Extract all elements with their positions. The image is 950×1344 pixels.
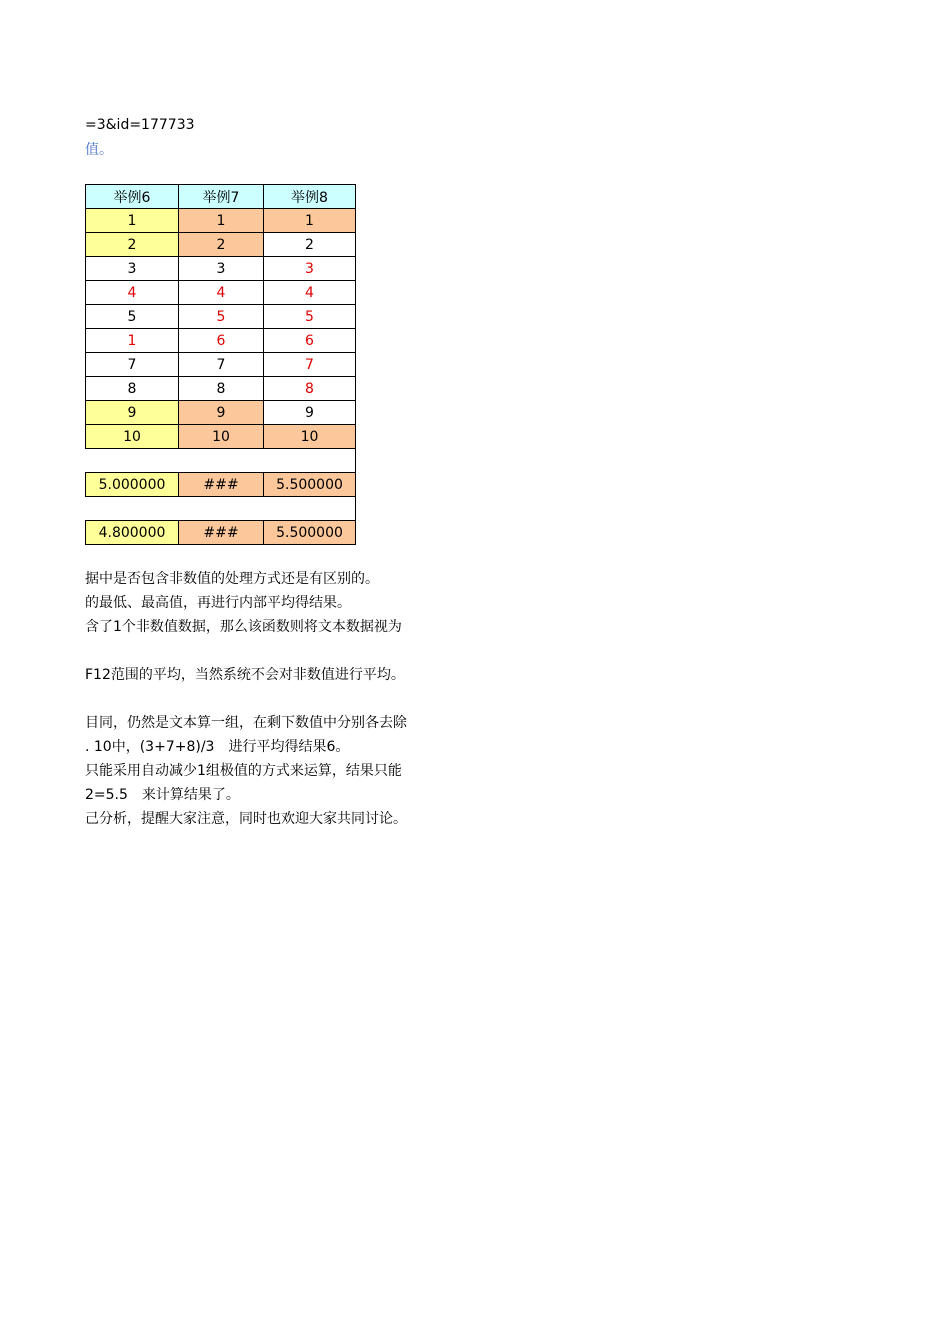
header-example-8: 举例8 xyxy=(264,185,356,209)
table-cell-example-8[interactable]: 2 xyxy=(264,233,356,257)
table-row xyxy=(86,233,356,257)
table-cell-example-7[interactable]: 1 xyxy=(179,209,264,233)
table-cell-example-7[interactable]: 4 xyxy=(179,281,264,305)
spacer-cell xyxy=(264,449,356,473)
table-cell-example-7[interactable]: 7 xyxy=(179,353,264,377)
table-cell-example-6[interactable]: 10 xyxy=(86,425,179,449)
table-cell-example-6[interactable]: 7 xyxy=(86,353,179,377)
table-cell-example-6[interactable]: 4 xyxy=(86,281,179,305)
table-cell-example-8[interactable]: 10 xyxy=(264,425,356,449)
table-cell-example-8[interactable]: 4 xyxy=(264,281,356,305)
table-row xyxy=(86,425,356,449)
table-row xyxy=(86,209,356,233)
table-cell-example-7[interactable]: 2 xyxy=(179,233,264,257)
spacer-cell xyxy=(86,449,179,473)
paragraph-line-9: 己分析，提醒大家注意，同时也欢迎大家共同讨论。 xyxy=(85,811,407,827)
result2-cell-7[interactable]: ### xyxy=(179,521,264,545)
table-cell-example-7[interactable]: 6 xyxy=(179,329,264,353)
table-cell-example-6[interactable]: 3 xyxy=(86,257,179,281)
paragraph-line-2: 的最低、最高值，再进行内部平均得结果。 xyxy=(85,595,351,611)
table-row xyxy=(86,281,356,305)
table-cell-example-7[interactable]: 8 xyxy=(179,377,264,401)
header-row xyxy=(86,185,356,209)
result-row-2 xyxy=(86,521,356,545)
table-cell-example-8[interactable]: 6 xyxy=(264,329,356,353)
table-cell-example-7[interactable]: 10 xyxy=(179,425,264,449)
table-row xyxy=(86,305,356,329)
table-cell-example-8[interactable]: 8 xyxy=(264,377,356,401)
table-cell-example-7[interactable]: 9 xyxy=(179,401,264,425)
table-row xyxy=(86,377,356,401)
paragraph-line-3: 含了1个非数值数据，那么该函数则将文本数据视为 xyxy=(85,619,402,635)
table-row xyxy=(86,257,356,281)
header-example-6: 举例6 xyxy=(86,185,179,209)
link-fragment-text[interactable]: 值。 xyxy=(85,142,113,158)
table-cell-example-7[interactable]: 5 xyxy=(179,305,264,329)
table-cell-example-7[interactable]: 3 xyxy=(179,257,264,281)
table-cell-example-8[interactable]: 9 xyxy=(264,401,356,425)
spacer-cell xyxy=(86,497,179,521)
table-row xyxy=(86,329,356,353)
table-cell-example-6[interactable]: 1 xyxy=(86,209,179,233)
example-table xyxy=(85,184,356,545)
table-cell-example-8[interactable]: 3 xyxy=(264,257,356,281)
header-example-7: 举例7 xyxy=(179,185,264,209)
table-cell-example-6[interactable]: 2 xyxy=(86,233,179,257)
table-cell-example-8[interactable]: 7 xyxy=(264,353,356,377)
result2-cell-8[interactable]: 5.500000 xyxy=(264,521,356,545)
table-cell-example-8[interactable]: 1 xyxy=(264,209,356,233)
spacer-cell xyxy=(264,497,356,521)
paragraph-line-1: 据中是否包含非数值的处理方式还是有区别的。 xyxy=(85,571,379,587)
spacer-cell xyxy=(179,449,264,473)
table-cell-example-8[interactable]: 5 xyxy=(264,305,356,329)
table-cell-example-6[interactable]: 8 xyxy=(86,377,179,401)
table-cell-example-6[interactable]: 5 xyxy=(86,305,179,329)
result-row-1 xyxy=(86,473,356,497)
result2-cell-6[interactable]: 4.800000 xyxy=(86,521,179,545)
table-cell-example-6[interactable]: 1 xyxy=(86,329,179,353)
table-body xyxy=(86,209,356,449)
result1-cell-8[interactable]: 5.500000 xyxy=(264,473,356,497)
result1-cell-7[interactable]: ### xyxy=(179,473,264,497)
paragraph-line-4: F12范围的平均，当然系统不会对非数值进行平均。 xyxy=(85,667,405,683)
paragraph-line-5: 目同，仍然是文本算一组，在剩下数值中分别各去除 xyxy=(85,715,407,731)
paragraph-line-8: 2=5.5 来计算结果了。 xyxy=(85,787,240,803)
paragraph-line-7: 只能采用自动减少1组极值的方式来运算，结果只能 xyxy=(85,763,402,779)
result1-cell-6[interactable]: 5.000000 xyxy=(86,473,179,497)
spacer-row xyxy=(86,449,356,473)
table-row xyxy=(86,401,356,425)
spacer-cell xyxy=(179,497,264,521)
spacer-row xyxy=(86,497,356,521)
url-fragment-text: =3&id=177733 xyxy=(85,117,195,133)
table-row xyxy=(86,353,356,377)
paragraph-line-6: . 10中，(3+7+8)/3 进行平均得结果6。 xyxy=(85,739,350,755)
table-cell-example-6[interactable]: 9 xyxy=(86,401,179,425)
